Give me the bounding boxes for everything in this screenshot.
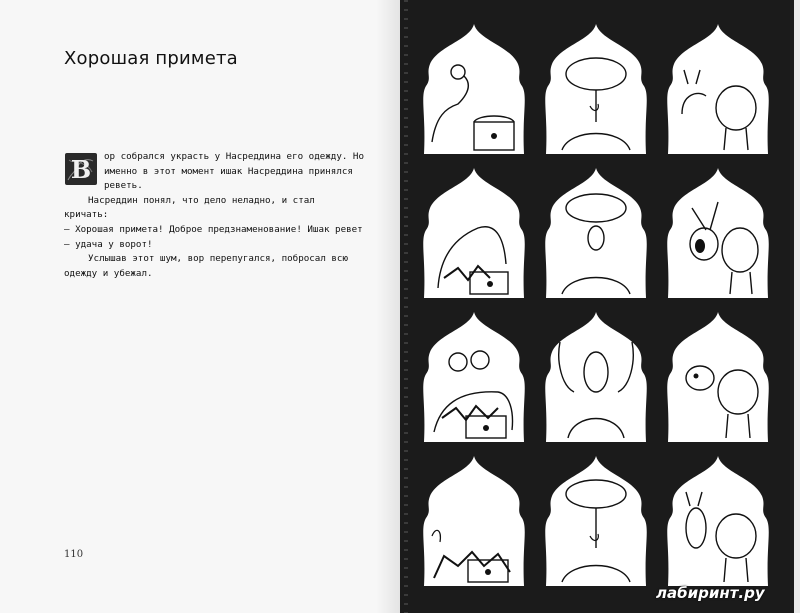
publisher-watermark: лабиринт.ру <box>656 584 765 602</box>
panel-donkey-looking <box>662 312 774 442</box>
gutter-shadow <box>376 0 400 613</box>
panel-nasreddin-sleeping <box>540 24 652 154</box>
story-title: Хорошая примета <box>64 48 238 69</box>
panel-thief-holding-clothes <box>418 168 530 298</box>
panel-donkey-calm-again <box>662 456 774 586</box>
story-text <box>64 150 364 281</box>
paragraph-2: Насреддин понял, что дело неладно, и стал кричать: <box>64 194 315 221</box>
panel-clothes-dropped <box>418 456 530 586</box>
panel-thief-at-chest <box>418 24 530 154</box>
panel-nasreddin-shouting <box>540 168 652 298</box>
right-page <box>400 0 800 613</box>
paragraph-1 <box>64 150 364 194</box>
panel-nasreddin-sleeping-again <box>540 456 652 586</box>
paragraph-1-text: ор собрался украсть у Насреддина его одежду. Но именно в этот момент ишак Насреддина принялся реветь. <box>104 151 364 192</box>
page-number: 110 <box>64 549 84 560</box>
gutter-binding <box>404 0 408 613</box>
drop-cap-letter: В <box>70 155 92 184</box>
paragraph-3: — Хорошая примета! Доброе предзнаменование! Ишак ревет — удача у ворот! <box>64 223 363 250</box>
page-edge <box>794 0 800 613</box>
panel-donkey-braying <box>662 168 774 298</box>
paragraph-4: Услышав этот шум, вор перепугался, побросал всю одежду и убежал. <box>64 253 348 279</box>
panel-donkey-calm <box>662 24 774 154</box>
drop-cap-ornament <box>64 152 98 186</box>
panel-nasreddin-arms-up <box>540 312 652 442</box>
panel-thief-startled <box>418 312 530 442</box>
